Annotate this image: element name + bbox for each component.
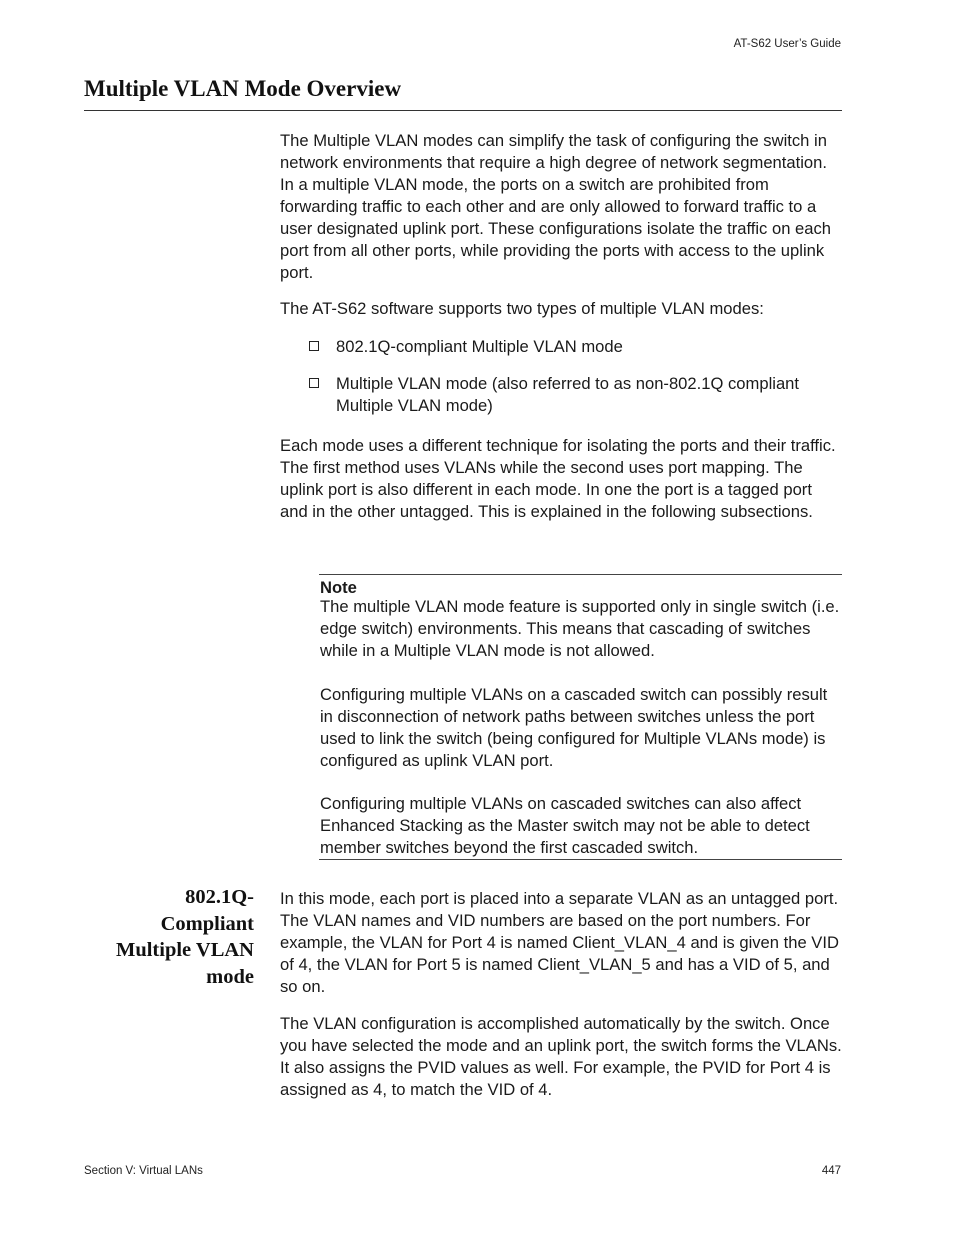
subsection-heading-line: 802.1Q- <box>185 886 254 908</box>
list-item <box>307 373 842 417</box>
subsection-heading-line: mode <box>206 965 254 988</box>
note-paragraph-1: The multiple VLAN mode feature is supported only in single switch (i.e. edge switch) environments. This means that cascading of switches while in a Multiple VLAN mode is not allowed. <box>320 597 840 660</box>
note-heading: Note <box>320 578 357 597</box>
list-item-text: 802.1Q-compliant Multiple VLAN mode <box>336 337 623 356</box>
subsection-heading <box>84 884 254 990</box>
intro-paragraph-1: The Multiple VLAN modes can simplify the task of configuring the switch in network environments that require a high degree of network segmentation. In a multiple VLAN mode, the ports on a switch are prohibited from forwarding traffic to each other and are only allowed to forward traffic to a user designated uplink port. These configurations isolate the traffic on each port from all other ports, while providing the ports with access to the uplink port. <box>280 131 832 282</box>
note-paragraph-3: Configuring multiple VLANs on cascaded switches can also affect Enhanced Stacking as the Master switch may not be able to detect member switches beyond the first cascaded switch. <box>320 794 810 857</box>
note-paragraph-2: Configuring multiple VLANs on a cascaded switch can possibly result in disconnection of network paths between switches unless the port used to link the switch (being configured for Multiple VLANs mode) is configured as uplink VLAN port. <box>320 685 828 770</box>
list-item <box>307 336 842 358</box>
section-title: Multiple VLAN Mode Overview <box>84 76 402 101</box>
checkbox-bullet-icon <box>309 341 319 351</box>
note-box <box>319 574 842 860</box>
checkbox-bullet-icon <box>309 378 319 388</box>
subsection-heading-line: Multiple VLAN <box>115 939 254 961</box>
intro-paragraph-2: The AT-S62 software supports two types of multiple VLAN modes: <box>280 299 764 318</box>
running-header: AT-S62 User’s Guide <box>733 38 841 50</box>
subsection-paragraph-1: In this mode, each port is placed into a separate VLAN as an untagged port. The VLAN names and VID numbers are based on the port numbers. For example, the VLAN for Port 4 is named Client_VLAN_4 and is given the VID of 4, the VLAN for Port 5 is named Client_VLAN_5 and has a VID of 5, and so on. <box>280 889 839 996</box>
title-divider <box>84 110 842 111</box>
page-number: 447 <box>821 1165 841 1177</box>
mode-list <box>307 336 842 432</box>
intro-paragraph-3: Each mode uses a different technique for isolating the ports and their traffic. The first method uses VLANs while the second uses port mapping. The uplink port is also different in each mode. In one the port is a tagged port and in the other untagged. This is explained in the following subsections. <box>280 436 836 521</box>
footer-section-label: Section V: Virtual LANs <box>84 1165 203 1177</box>
subsection-heading-line: Compliant <box>160 912 254 935</box>
list-item-text: Multiple VLAN mode (also referred to as non-802.1Q compliant Multiple VLAN mode) <box>336 374 800 415</box>
subsection-paragraph-2: The VLAN configuration is accomplished automatically by the switch. Once you have selected the mode and an uplink port, the switch forms the VLANs. It also assigns the PVID values as well. For example, the PVID for Port 4 is assigned as 4, to match the VID of 4. <box>280 1014 842 1099</box>
